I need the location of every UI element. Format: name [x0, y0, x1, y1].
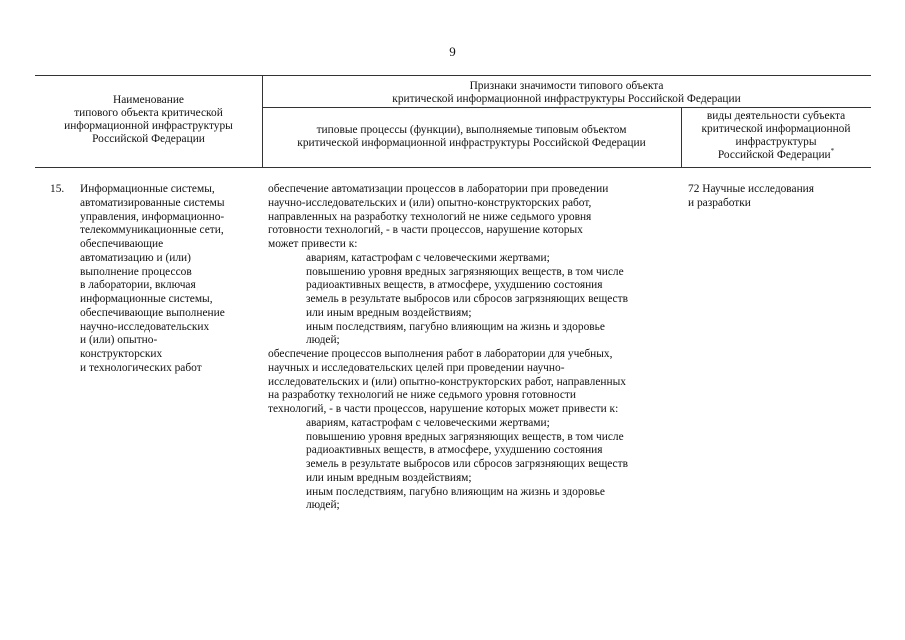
row-process-line: повышению уровня вредных загрязняющих веществ, в том числе	[306, 430, 624, 443]
header-text-line: инфраструктуры	[735, 136, 817, 148]
row-process-line: научных и исследовательских целей при проведении научно-	[268, 361, 565, 374]
row-name-line: и технологических работ	[80, 361, 202, 374]
row-process-line: научно-исследовательских и (или) опытно-конструкторских работ,	[268, 196, 592, 209]
row-name-line: автоматизацию и (или)	[80, 251, 191, 264]
row-process-line: или иным вредным воздействиям;	[306, 306, 472, 319]
header-text-line: виды деятельности субъекта	[706, 110, 846, 122]
header-bottom-border	[35, 167, 871, 168]
header-text-line: типового объекта критической	[74, 107, 223, 119]
row-process-line: радиоактивных веществ, в атмосфере, ухудшению состояния	[306, 444, 603, 457]
row-process-line: авариям, катастрофам с человеческими жертвами;	[306, 251, 550, 264]
table-top-border	[35, 75, 871, 76]
header-group-title	[262, 80, 871, 106]
header-col-processes	[262, 124, 681, 150]
header-text-line: Наименование	[113, 94, 184, 106]
row-activity-line: и разработки	[688, 196, 751, 209]
row-process-line: обеспечение процессов выполнения работ в лаборатории для учебных,	[268, 348, 613, 360]
row-process-line: людей;	[306, 499, 340, 512]
row-name-line: выполнение процессов	[80, 265, 192, 278]
header-text-line: критической информационной инфраструктуры Российской Федерации	[392, 93, 741, 105]
header-text-line: Российской Федерации	[92, 133, 205, 145]
row-name-line: обеспечивающие выполнение	[80, 306, 225, 319]
row-name-line: научно-исследовательских	[80, 320, 210, 333]
row-process-line: иным последствиям, пагубно влияющим на жизнь и здоровье	[306, 320, 605, 333]
row-process-line: земель в результате выбросов или сбросов загрязняющих веществ	[306, 293, 628, 305]
row-process-line: земель в результате выбросов или сбросов загрязняющих веществ	[306, 458, 628, 470]
row-process-cell	[268, 183, 628, 513]
row-process-line: технологий, - в части процессов, нарушение которых может привести к:	[268, 403, 619, 415]
row-number: 15.	[50, 183, 65, 195]
header-text-line	[681, 149, 871, 162]
row-name-cell	[80, 183, 225, 376]
row-name-line: автоматизированные системы	[80, 196, 225, 209]
row-process-line: обеспечение автоматизации процессов в лаборатории при проведении	[268, 183, 609, 195]
row-process-line: радиоактивных веществ, в атмосфере, ухудшению состояния	[306, 279, 603, 292]
row-name-line: и (или) опытно-	[80, 334, 158, 347]
row-process-line: готовности технологий, - в части процессов, нарушение которых	[268, 224, 583, 237]
row-process-line: может привести к:	[268, 238, 358, 250]
header-col-name	[35, 94, 262, 146]
row-process-line: исследовательских и (или) опытно-конструкторских работ, направленных	[268, 375, 626, 388]
row-name-line: в лаборатории, включая	[80, 279, 196, 292]
row-name-line: телекоммуникационные сети,	[80, 224, 224, 237]
row-process-line: на разработку технологий не ниже седьмого уровня готовности	[268, 389, 576, 402]
header-text-fragment: Российской Федерации	[717, 149, 831, 161]
row-process-line: или иным вредным воздействиям;	[306, 471, 472, 484]
row-activity-cell	[688, 183, 814, 211]
header-text-line: Признаки значимости типового объекта	[469, 80, 664, 92]
row-name-line: управления, информационно-	[80, 210, 225, 223]
page-number: 9	[449, 44, 456, 59]
row-process-line: людей;	[306, 334, 340, 347]
row-process-line: направленных на разработку технологий не ниже седьмого уровня	[268, 210, 592, 223]
row-process-line: авариям, катастрофам с человеческими жертвами;	[306, 416, 550, 429]
header-text-line: информационной инфраструктуры	[64, 120, 233, 132]
row-name-line: конструкторских	[80, 348, 163, 360]
header-text-line: критической информационной	[701, 123, 851, 135]
row-process-line: иным последствиям, пагубно влияющим на жизнь и здоровье	[306, 485, 605, 498]
footnote-marker: *	[830, 147, 835, 155]
row-name-line: обеспечивающие	[80, 238, 164, 250]
header-group-divider	[262, 107, 871, 108]
row-name-line: Информационные системы,	[80, 183, 215, 195]
header-text-line: критической информационной инфраструктуры Российской Федерации	[297, 137, 646, 149]
row-process-line: повышению уровня вредных загрязняющих веществ, в том числе	[306, 265, 624, 278]
row-name-line: информационные системы,	[80, 293, 213, 305]
row-activity-line: 72 Научные исследования	[688, 183, 815, 195]
header-col-activity	[681, 110, 871, 162]
header-text-line: типовые процессы (функции), выполняемые типовым объектом	[316, 124, 627, 136]
